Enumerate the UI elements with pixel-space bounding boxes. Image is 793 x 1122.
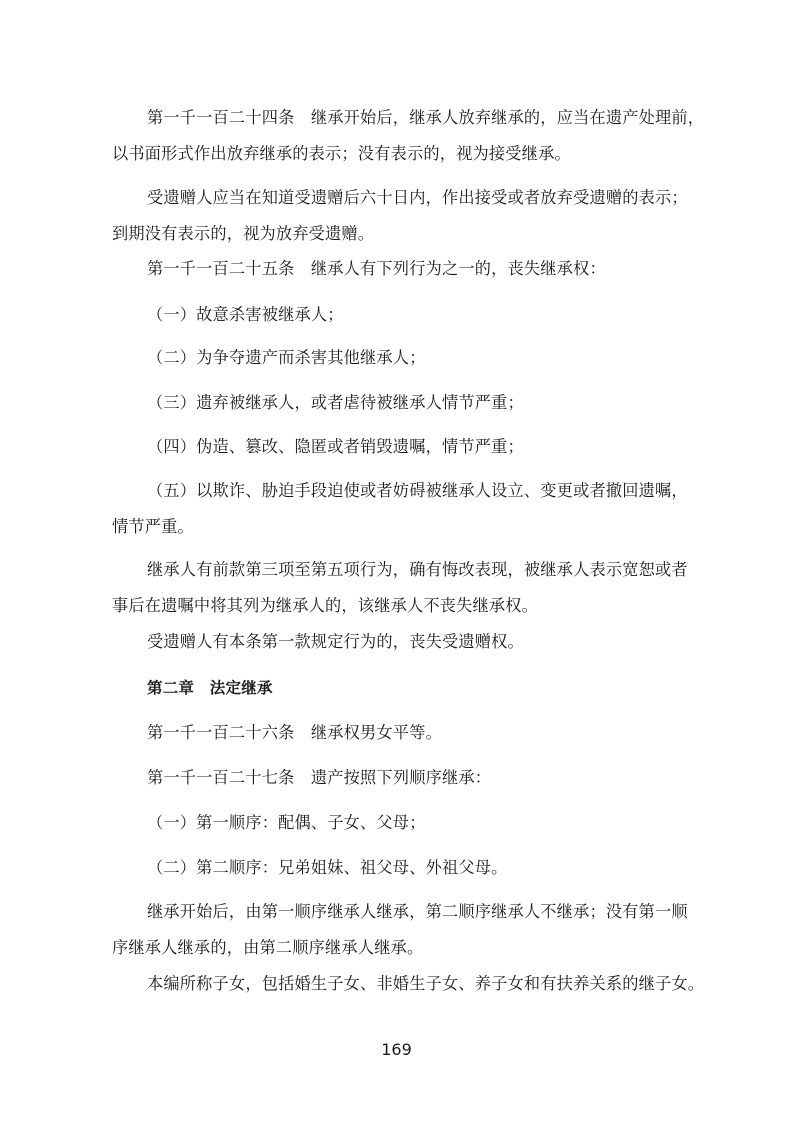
article-1125-item-3-text: （三）遗弃被继承人，或者虐待被继承人情节严重； xyxy=(147,393,524,412)
article-1125-item-5 xyxy=(112,473,688,545)
children-definition-line: 本编所称子女，包括婚生子女、非婚生子女、养子女和有扶养关系的继子女。 xyxy=(147,974,705,993)
article-1126-paragraph xyxy=(112,715,682,751)
article-1127-line: 第一千一百二十七条 遗产按照下列顺序继承： xyxy=(147,768,492,787)
legatee-paragraph xyxy=(112,624,682,660)
article-1127-item-1-text: （一）第一顺序：配偶、子女、父母； xyxy=(147,813,426,832)
article-1127-item-2-text: （二）第二顺序：兄弟姐妹、祖父母、外祖父母。 xyxy=(147,858,508,877)
succession-order-line-1: 继承开始后，由第一顺序继承人继承，第二顺序继承人不继承；没有第一顺 xyxy=(147,902,688,921)
item-5-line-2: 情节严重。 xyxy=(112,517,194,536)
children-definition-paragraph xyxy=(112,966,705,1002)
article-1126-line: 第一千一百二十六条 继承权男女平等。 xyxy=(147,723,442,742)
article-1125-item-1-text: （一）故意杀害被继承人； xyxy=(147,305,344,324)
article-1125-item-1 xyxy=(112,297,682,333)
article-1125-item-4-text: （四）伪造、篡改、隐匿或者销毁遗嘱，情节严重； xyxy=(147,437,524,456)
bequest-paragraph xyxy=(112,180,688,252)
bequest-line-2: 到期没有表示的，视为放弃受遗赠。 xyxy=(112,224,375,243)
article-1125-item-2 xyxy=(112,340,682,376)
forgiveness-paragraph xyxy=(112,552,688,624)
article-1124-line-1: 第一千一百二十四条 继承开始后，继承人放弃继承的，应当在遗产处理前， xyxy=(147,108,705,127)
chapter-heading xyxy=(112,670,682,706)
article-1127-paragraph xyxy=(112,760,682,796)
article-1125-item-4 xyxy=(112,429,682,465)
article-1127-item-1 xyxy=(112,805,682,841)
article-1124-paragraph xyxy=(112,100,705,172)
chapter-heading-text: 第二章 法定继承 xyxy=(147,679,273,697)
succession-order-line-2: 序继承人继承的，由第二顺序继承人继承。 xyxy=(112,938,424,957)
bequest-line-1: 受遗赠人应当在知道受遗赠后六十日内，作出接受或者放弃受遗赠的表示； xyxy=(147,188,688,207)
article-1125-line: 第一千一百二十五条 继承人有下列行为之一的，丧失继承权： xyxy=(147,259,606,278)
article-1127-item-2 xyxy=(112,850,682,886)
legatee-line: 受遗赠人有本条第一款规定行为的，丧失受遗赠权。 xyxy=(147,632,524,651)
forgiveness-line-2: 事后在遗嘱中将其列为继承人的，该继承人不丧失继承权。 xyxy=(112,596,539,615)
page-number: 169 xyxy=(381,1040,412,1059)
forgiveness-line-1: 继承人有前款第三项至第五项行为，确有悔改表现，被继承人表示宽恕或者 xyxy=(147,560,688,579)
item-5-line-1: （五）以欺诈、胁迫手段迫使或者妨碍被继承人设立、变更或者撤回遗嘱， xyxy=(147,481,688,500)
succession-order-paragraph xyxy=(112,894,688,966)
article-1124-line-2: 以书面形式作出放弃继承的表示；没有表示的，视为接受继承。 xyxy=(112,144,571,163)
article-1125-item-3 xyxy=(112,385,682,421)
article-1125-paragraph xyxy=(112,251,682,287)
article-1125-item-2-text: （二）为争夺遗产而杀害其他继承人； xyxy=(147,348,426,367)
